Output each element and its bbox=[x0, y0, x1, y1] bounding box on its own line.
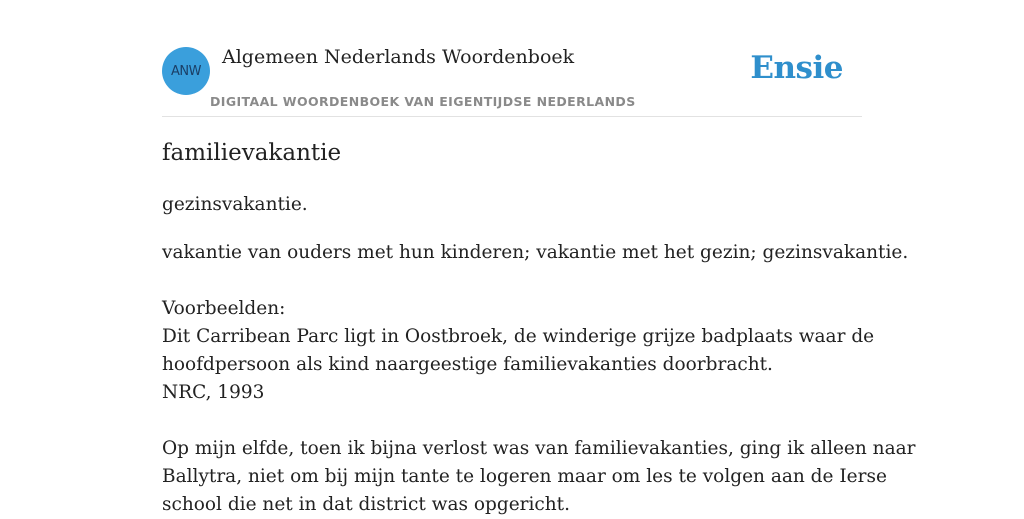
definition: vakantie van ouders met hun kinderen; vakantie met het gezin; gezinsvakantie. bbox=[162, 242, 909, 263]
site-subtitle: DIGITAAL WOORDENBOEK VAN EIGENTIJDSE NEDERLANDS bbox=[210, 94, 636, 109]
logo-text: ANW bbox=[171, 63, 201, 79]
synonym: gezinsvakantie. bbox=[162, 194, 308, 215]
anw-logo[interactable] bbox=[162, 47, 210, 95]
ensie-logo[interactable]: Ensie bbox=[750, 50, 843, 86]
site-header bbox=[162, 0, 862, 117]
example-1-line-1: Dit Carribean Parc ligt in Oostbroek, de winderige grijze badplaats waar de bbox=[162, 326, 875, 347]
example-2-line-1: Op mijn elfde, toen ik bijna verlost was van familievakanties, ging ik alleen naar bbox=[162, 438, 916, 459]
page bbox=[162, 0, 916, 515]
definition-block bbox=[162, 239, 916, 519]
example-1-source: NRC, 1993 bbox=[162, 382, 265, 403]
example-2-line-2: Ballytra, niet om bij mijn tante te logeren maar om les te volgen aan de Ierse bbox=[162, 466, 887, 487]
site-title[interactable]: Algemeen Nederlands Woordenboek bbox=[222, 46, 575, 68]
example-2-line-3: school die net in dat district was opgericht. bbox=[162, 494, 570, 515]
example-1-line-2: hoofdpersoon als kind naargeestige familievakanties doorbracht. bbox=[162, 354, 773, 375]
examples-label: Voorbeelden: bbox=[162, 298, 286, 319]
page-title: familievakantie bbox=[162, 140, 342, 166]
